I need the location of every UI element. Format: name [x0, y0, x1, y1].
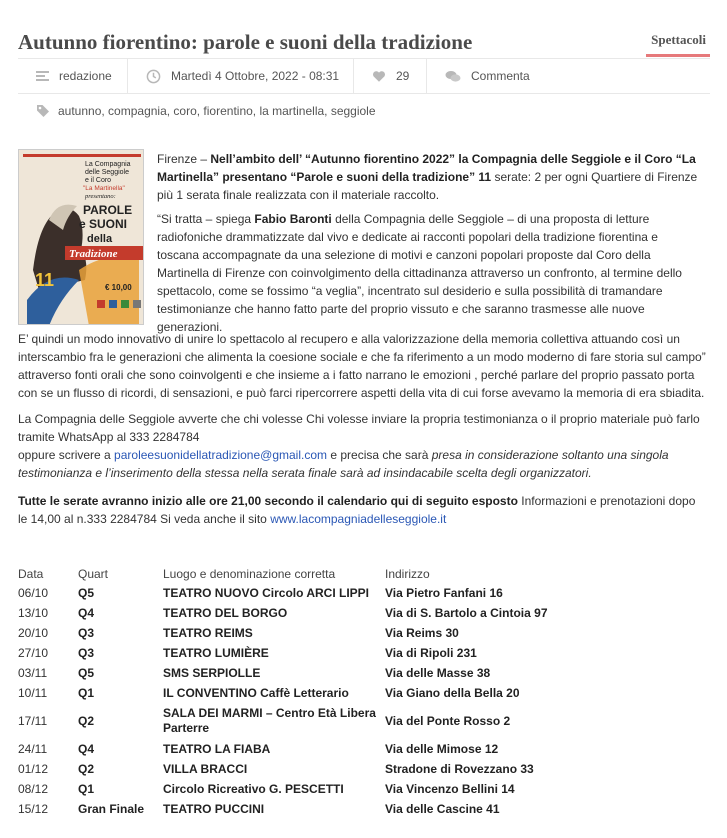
cell-quart: Q4 — [78, 605, 95, 620]
likes-cell[interactable] — [354, 59, 427, 93]
article-header — [18, 28, 710, 58]
cell-place: TEATRO NUOVO Circolo ARCI LIPPI — [163, 585, 370, 600]
cell-address: Via delle Cascine 41 — [385, 801, 500, 816]
table-row — [18, 703, 708, 739]
whatsapp-text: La Compagnia delle Seggiole avverte che chi volesse Chi volesse inviare la propria testimonianza o il proprio materiale può farlo tramite WhatsApp al 333 2284784 — [18, 412, 700, 444]
cell-quart: Q1 — [78, 685, 95, 700]
tag-icon — [36, 104, 50, 118]
comment-icon — [445, 70, 461, 83]
header-address: Indirizzo — [385, 566, 430, 581]
author-cell[interactable] — [18, 59, 128, 93]
table-row — [18, 643, 708, 663]
comment-cell[interactable] — [427, 59, 710, 93]
cell-quart: Gran Finale — [78, 801, 145, 816]
clock-icon — [146, 69, 161, 84]
cell-place: TEATRO PUCCINI — [163, 801, 265, 816]
poster-line6: PAROLE — [83, 203, 133, 217]
table-row — [18, 663, 708, 683]
article-intro — [157, 150, 702, 342]
cell-address: Via Vincenzo Bellini 14 — [385, 781, 515, 796]
article-meta — [18, 58, 710, 94]
cell-place: Circolo Ricreativo G. PESCETTI — [163, 781, 344, 796]
cell-quart: Q1 — [78, 781, 95, 796]
cell-quart: Q2 — [78, 713, 95, 728]
author-name: redazione — [59, 69, 112, 83]
cell-quart: Q5 — [78, 665, 95, 680]
speaker-name: Fabio Baronti — [254, 212, 332, 226]
poster-line3: e il Coro — [85, 177, 112, 184]
article-title: Autunno fiorentino: parole e suoni della tradizione — [18, 30, 473, 54]
likes-count: 29 — [396, 69, 410, 83]
poster-line4: "La Martinella" — [83, 185, 125, 192]
tags-list[interactable]: autunno, compagnia, coro, fiorentino, la martinella, seggiole — [58, 104, 376, 118]
intro-paragraph-1 — [157, 150, 702, 204]
table-row — [18, 603, 708, 623]
cell-date: 15/12 — [18, 801, 49, 816]
author-icon — [36, 71, 49, 81]
table-row — [18, 623, 708, 643]
event-poster — [18, 149, 144, 325]
table-row — [18, 799, 708, 819]
category-label[interactable]: Spettacoli — [651, 32, 706, 47]
cell-date: 24/11 — [18, 741, 48, 756]
quote-body: della Compagnia delle Seggiole – di una proposta di letture radiofoniche drammatizzate dal vivo e dedicate ai racconti popolari della tradizione fiorentina e toscana accompagnate da una selezione di motivi e canzoni popolari proposte dal Coro della Martinella di Firenze con coinvolgimento della cittadinanza attraverso un confronto, al termine dello spettacolo, come se fossimo “a veglia”, incentrato sul desiderio e sulla possibilità di tramandare testimonianze che hanno fatto parte del proprio vissuto e che saranno trasmesse alle nuove generazioni. — [157, 212, 682, 334]
website-link[interactable]: www.lacompagniadelleseggiole.it — [270, 512, 447, 526]
cell-address: Via Reims 30 — [385, 625, 459, 640]
cell-quart: Q3 — [78, 645, 95, 660]
body-paragraph-4 — [18, 410, 708, 482]
poster-price: € 10,00 — [105, 283, 132, 292]
cell-date: 06/10 — [18, 585, 49, 600]
tags-row — [36, 104, 376, 118]
cell-address: Stradone di Rovezzano 33 — [385, 761, 534, 776]
start-time-text: Tutte le serate avranno inizio alle ore 21,00 secondo il calendario qui di seguito esposto — [18, 494, 518, 508]
header-quart: Quart — [78, 566, 109, 581]
schedule-table — [18, 565, 708, 819]
cell-address: Via di S. Bartolo a Cintoia 97 — [385, 605, 548, 620]
header-date: Data — [18, 566, 44, 581]
cell-address: Via Giano della Bella 20 — [385, 685, 520, 700]
poster-line2: delle Seggiole — [85, 169, 129, 176]
date-cell — [128, 59, 354, 93]
cell-place: TEATRO LUMIÈRE — [163, 645, 269, 660]
cell-place: IL CONVENTINO Caffè Letterario — [163, 685, 349, 700]
cell-place: SMS SERPIOLLE — [163, 665, 261, 680]
table-row — [18, 759, 708, 779]
cell-address: Via delle Mimose 12 — [385, 741, 499, 756]
poster-line1: La Compagnia — [85, 161, 131, 168]
table-row — [18, 739, 708, 759]
selection-note: presa in considerazione soltanto una singola testimonianza e l’inserimento della stessa nella serata finale sarà ad insindacabile scelta degli organizzatori. — [18, 448, 669, 480]
email-prefix: oppure scrivere a — [18, 448, 115, 462]
intro-location: Firenze – — [157, 152, 211, 166]
info-text: Informazioni e prenotazioni dopo le 14,00 al n.333 2284784 Si veda anche il sito — [18, 494, 696, 526]
quote-start: “Si tratta – spiega — [157, 212, 255, 226]
intro-lead-bold: Nell’ambito dell’ “Autunno fiorentino 2022” la Compagnia delle Seggiole e il Coro “La Martinella” presentano “Parole e suoni della tradizione” 11 — [157, 152, 696, 184]
poster-number: 11 — [35, 270, 55, 290]
cell-address: Via delle Masse 38 — [385, 665, 491, 680]
poster-line5: presentano: — [85, 193, 116, 200]
cell-place: TEATRO REIMS — [163, 625, 253, 640]
poster-line8: della — [87, 233, 113, 245]
table-row — [18, 583, 708, 603]
cell-quart: Q4 — [78, 741, 95, 756]
email-link[interactable]: paroleesuonidellatradizione@gmail.com — [114, 448, 328, 462]
body-paragraph-3: E’ quindi un modo innovativo di unire lo spettacolo al recupero e alla valorizzazione della memoria collettiva attuando così un interscambio fra le generazioni che alimenta la coesione sociale e che fa riferimento a un modo moderno di fare storia sul campo” attraverso fonti orali che sono coinvolgenti e che insieme a i fatto narrano le emozioni , perché parlare del proprio passato porta con se un flusso di ricordi, di sensazioni, e può farci ripercorrere aspetti della vita di cui forse avevamo la memoria di era sbiadita. — [18, 332, 706, 400]
intro-paragraph-2 — [157, 210, 702, 336]
email-text — [18, 446, 708, 482]
table-row — [18, 779, 708, 799]
cell-place: VILLA BRACCI — [163, 761, 248, 776]
category-underline — [646, 54, 710, 57]
cell-quart: Q5 — [78, 585, 95, 600]
heart-icon[interactable] — [372, 70, 386, 83]
cell-date: 08/12 — [18, 781, 49, 796]
cell-address: Via del Ponte Rosso 2 — [385, 713, 511, 728]
cell-quart: Q2 — [78, 761, 95, 776]
cell-date: 20/10 — [18, 625, 49, 640]
cell-date: 10/11 — [18, 685, 48, 700]
poster-line9: Tradizione — [69, 248, 118, 260]
cell-address: Via di Ripoli 231 — [385, 645, 477, 660]
cell-place: SALA DEI MARMI – Centro Età Libera Parterre — [163, 706, 376, 735]
schedule-body — [18, 583, 708, 819]
poster-line7: e SUONI — [79, 217, 128, 231]
cell-date: 27/10 — [18, 645, 49, 660]
cell-date: 17/11 — [18, 713, 48, 728]
cell-date: 13/10 — [18, 605, 49, 620]
email-suffix: e precisa che sarà — [327, 448, 432, 462]
comment-link[interactable]: Commenta — [471, 69, 530, 83]
cell-date: 03/11 — [18, 665, 48, 680]
cell-place: TEATRO DEL BORGO — [163, 605, 288, 620]
table-row — [18, 683, 708, 703]
table-header-row — [18, 565, 708, 583]
cell-place: TEATRO LA FIABA — [163, 741, 271, 756]
body-paragraph-5 — [18, 492, 708, 528]
cell-date: 01/12 — [18, 761, 49, 776]
cell-address: Via Pietro Fanfani 16 — [385, 585, 503, 600]
header-place: Luogo e denominazione corretta — [163, 566, 336, 581]
publish-date: Martedì 4 Ottobre, 2022 - 08:31 — [171, 69, 340, 83]
intro-lead-rest: serate: 2 per ogni Quartiere di Firenze più 1 serata finale realizzata con il materiale raccolto. — [157, 170, 698, 202]
cell-quart: Q3 — [78, 625, 95, 640]
